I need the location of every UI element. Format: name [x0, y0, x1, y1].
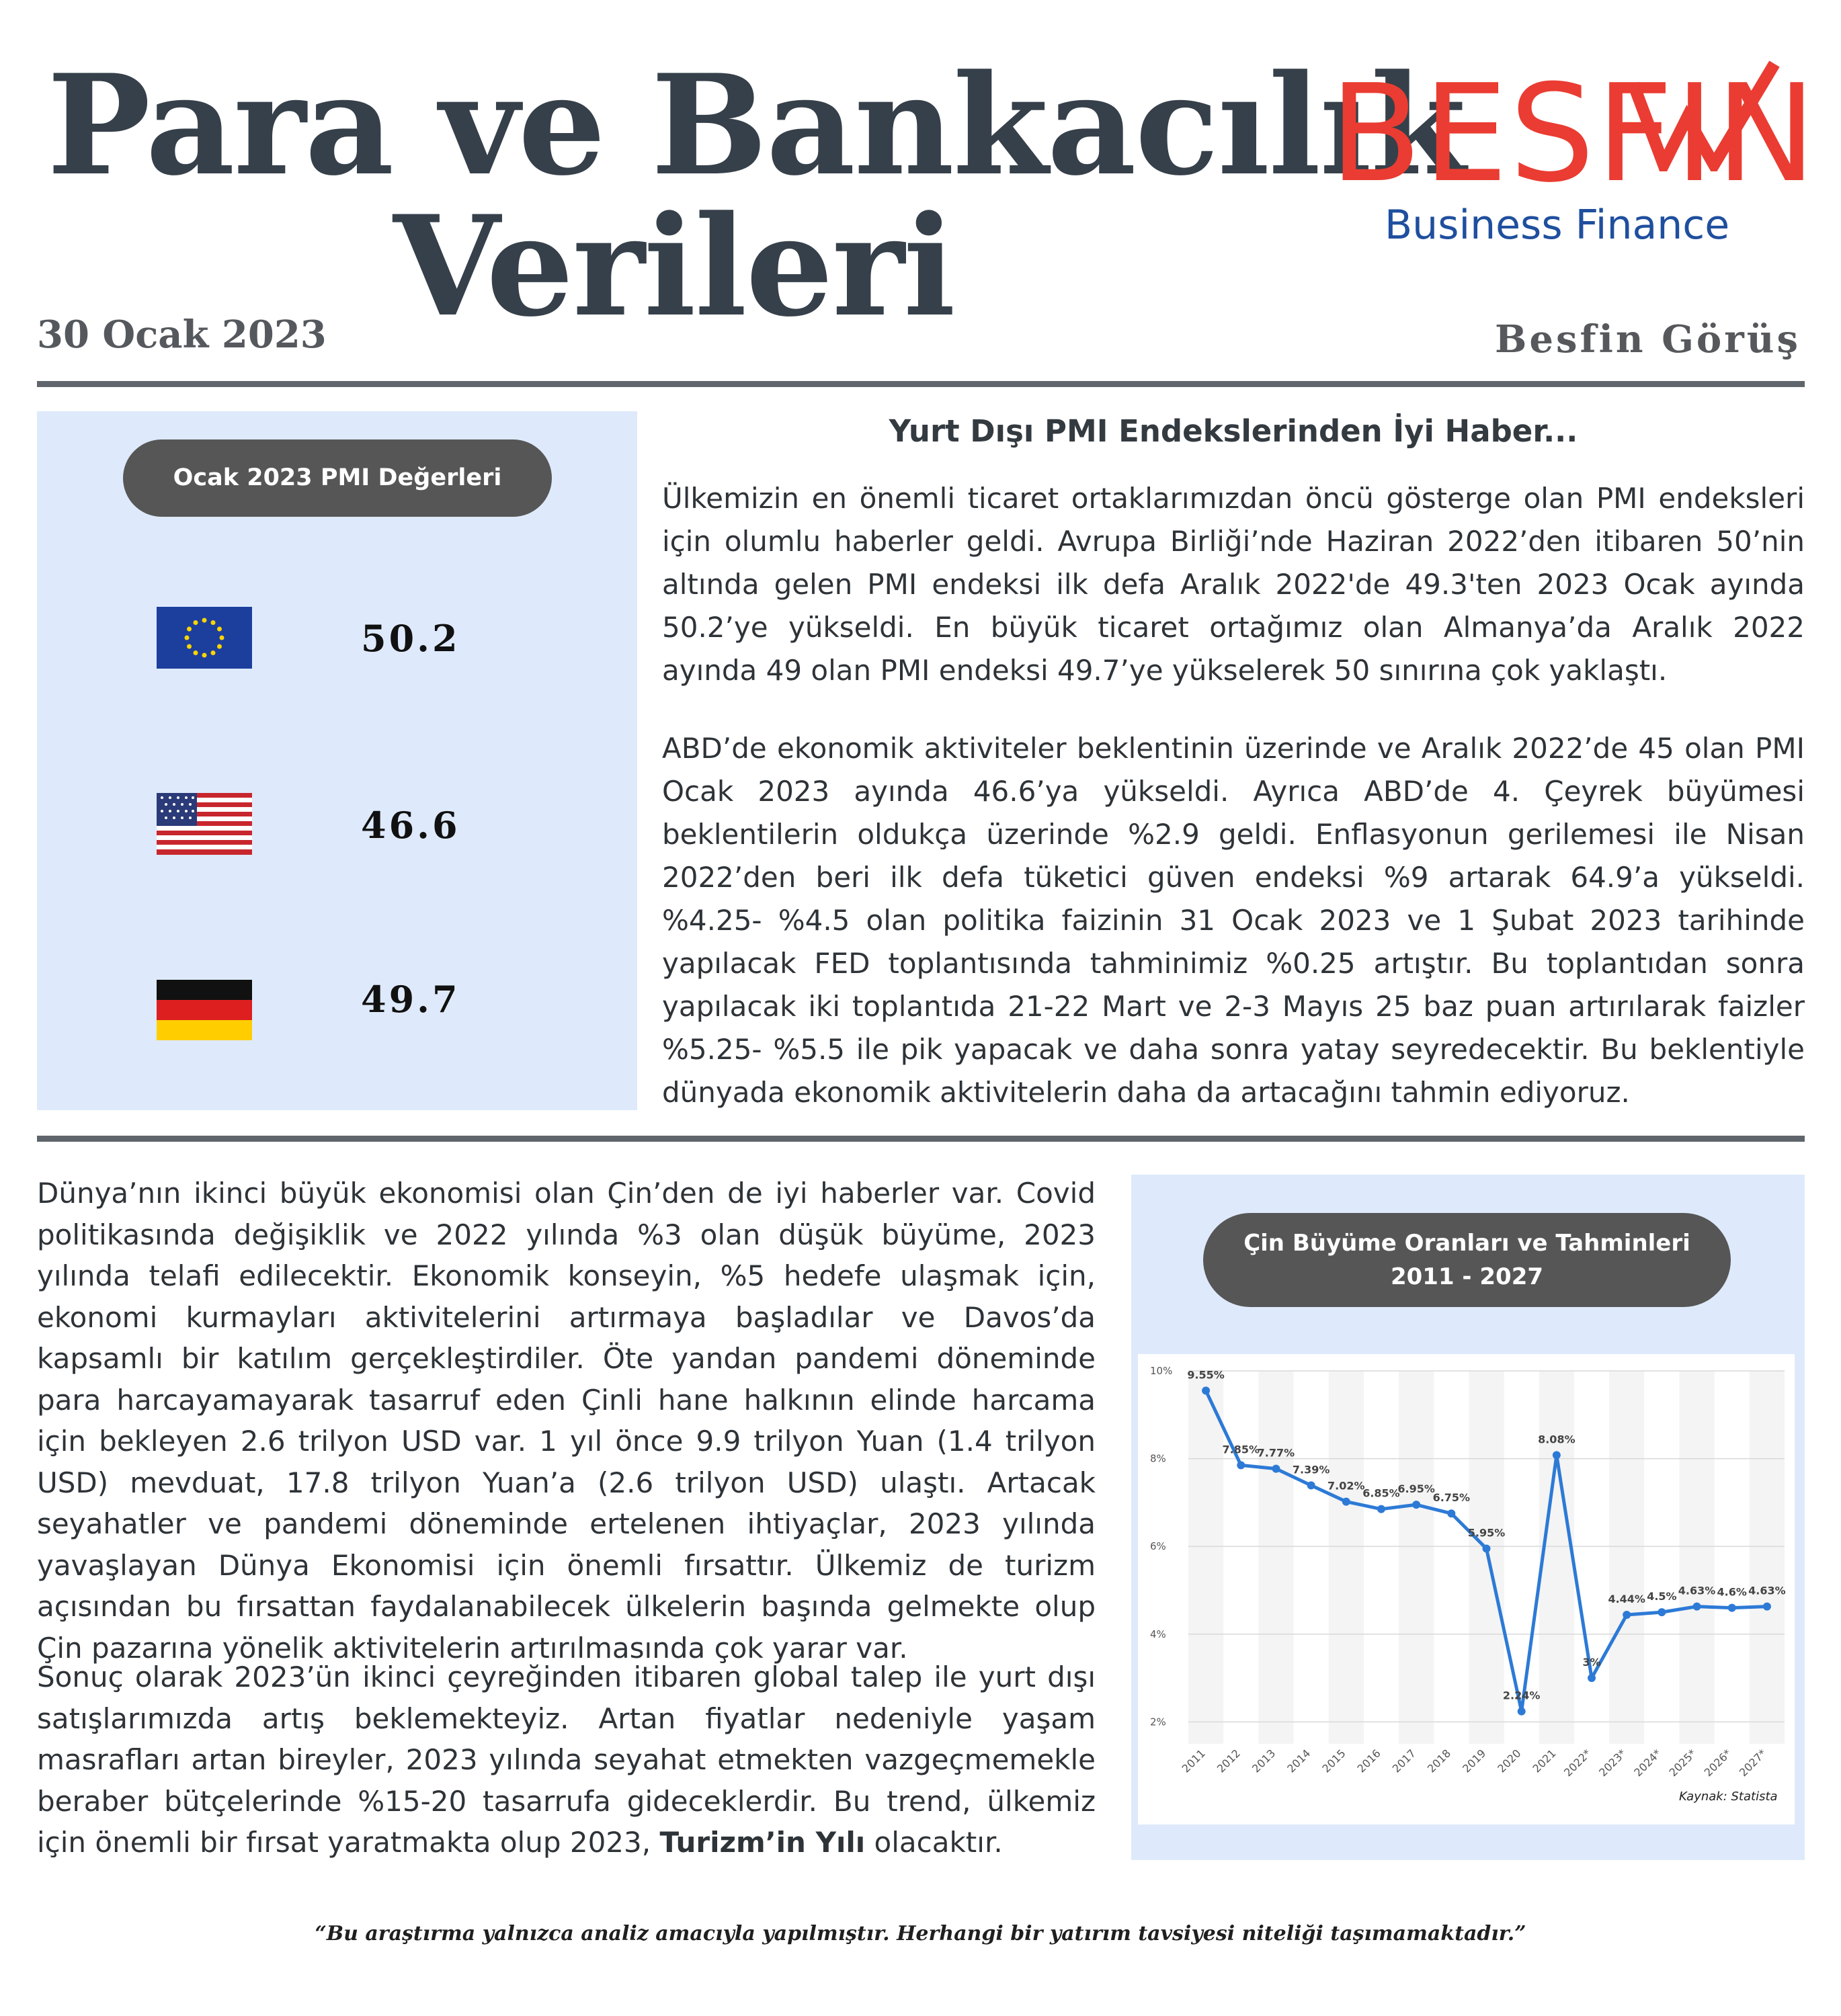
conclusion-paragraph: [37, 1656, 1096, 1863]
conclusion-text: Sonuç olarak 2023’ün ikinci çeyreğinden itibaren global talep ile yurt dışı satışlarımızda artış beklemekteyiz. Artan fiyatlar nedeniyle yaşam masrafları artan bireyler, 2023 yılında seyahat etmekten vazgeçmemekle beraber bütçelerinde %15-20 tasarrufa gideceklerdir. Bu trend, ülkemiz için önemli bir fırsat yaratmakta olup 2023,: [37, 1661, 1096, 1859]
conclusion-tail: olacaktır.: [874, 1826, 1003, 1859]
data-label: 3%: [1582, 1656, 1601, 1669]
x-tick-label: 2025*: [1666, 1747, 1699, 1779]
x-tick-label: 2020: [1495, 1747, 1524, 1775]
column-band: [1258, 1371, 1293, 1744]
pmi-value-us: 46.6: [361, 804, 460, 847]
data-label: 4.63%: [1748, 1584, 1786, 1597]
data-point: [1623, 1611, 1631, 1619]
data-point: [1377, 1505, 1385, 1513]
x-tick-label: 2013: [1250, 1747, 1278, 1775]
pmi-value-germany: 49.7: [361, 978, 460, 1021]
data-point: [1763, 1603, 1771, 1611]
x-tick-label: 2024*: [1631, 1747, 1664, 1779]
data-point: [1307, 1481, 1315, 1489]
data-point: [1202, 1386, 1210, 1394]
y-tick-label: 6%: [1150, 1540, 1166, 1553]
column-band: [1329, 1371, 1364, 1744]
x-tick-label: 2014: [1284, 1747, 1313, 1775]
conclusion-emphasis: Turizm’in Yılı: [659, 1826, 866, 1859]
data-point: [1588, 1674, 1596, 1682]
page-title-line2: Verileri: [393, 186, 954, 347]
data-label: 6.85%: [1362, 1486, 1400, 1500]
data-label: 5.95%: [1467, 1526, 1506, 1540]
data-point: [1553, 1451, 1561, 1459]
column-band: [1188, 1371, 1223, 1744]
column-band: [1609, 1371, 1644, 1744]
data-label: 4.6%: [1717, 1585, 1747, 1599]
y-tick-label: 8%: [1150, 1452, 1166, 1465]
column-band: [1679, 1371, 1714, 1744]
pmi-panel-title: Ocak 2023 PMI Değerleri: [123, 439, 552, 517]
article-paragraph-1: Ülkemizin en önemli ticaret ortaklarımızdan öncü gösterge olan PMI endeksleri için olumlu haberler geldi. Avrupa Birliği’nde Haziran 2022’den itibaren 50’nin altında gelen PMI endeksi ilk defa Aralık 2022'de 49.3'ten 2023 Ocak ayında 50.2’ye yükseldi. En büyük ticaret ortağımız olan Almanya’da Aralık 2022 ayında 49 olan PMI endeksi 49.7’ye yükselerek 50 sınırına çok yaklaştı.: [662, 482, 1805, 687]
section-divider: [37, 1136, 1805, 1142]
page-title-line1: Para ve Bankacılık: [47, 45, 1465, 206]
eu-flag-icon: [157, 607, 252, 669]
china-chart-title-line1: Çin Büyüme Oranları ve Tahminleri: [1243, 1230, 1690, 1257]
data-label: 7.77%: [1257, 1446, 1295, 1460]
article-heading: Yurt Dışı PMI Endekslerinden İyi Haber...: [889, 413, 1578, 449]
data-label: 6.75%: [1432, 1491, 1471, 1505]
x-tick-label: 2012: [1214, 1747, 1243, 1775]
article-paragraph-2: ABD’de ekonomik aktiviteler beklentinin üzerinde ve Aralık 2022’de 45 olan PMI Ocak 2023 ayında 46.6’ya yükseldi. Ayrıca ABD’de 4. Çeyrek büyümesi beklentilerin oldukça üzerinde %2.9 geldi. Enflasyonun gerilemesi ile Nisan 2022’den beri ilk defa tüketici güven endeksi %9 artarak 64.9’a yükseldi. %4.25- %4.5 olan politika faizinin 31 Ocak 2023 ve 1 Şubat 2023 tarihinde yapılacak FED toplantısında tahminimiz %0.25 artıştır. Bu toplantıdan sonra yapılacak iki toplantıda 21-22 Mart ve 2-3 Mayıs 25 baz puan artırılarak faizler %5.25- %5.5 ile pik yapacak ve daha sonra yatay seyredecektir. Bu beklentiyle dünyada ekonomik aktivitelerin daha da artacağını tahmin ediyoruz.: [662, 732, 1805, 1109]
data-point: [1518, 1708, 1526, 1716]
data-label: 7.39%: [1292, 1463, 1330, 1476]
data-point: [1728, 1604, 1736, 1612]
data-label: 8.08%: [1538, 1433, 1576, 1446]
china-growth-chart: [1138, 1354, 1795, 1824]
x-tick-label: 2016: [1354, 1747, 1383, 1775]
x-tick-label: 2027*: [1736, 1747, 1769, 1779]
data-label: 9.55%: [1187, 1368, 1225, 1382]
x-tick-label: 2017: [1389, 1747, 1418, 1775]
data-label: 4.44%: [1608, 1593, 1645, 1606]
section-label: Besfin Görüş: [1495, 317, 1801, 362]
data-point: [1483, 1544, 1491, 1552]
data-label: 4.63%: [1678, 1584, 1716, 1597]
china-paragraph-1: Dünya’nın ikinci büyük ekonomisi olan Çin’den de iyi haberler var. Covid politikasında değişiklik ve 2022 yılında %3 olan düşük büyüme, 2023 yılında telafi edilecektir. Ekonomik konseyin, %5 hedefe ulaşmak için, ekonomi kurmayları aktivitelerini artırmaya başladılar ve Davos’da kapsamlı bir katılım gerçekleştirdiler. Öte yandan pandemi döneminde para harcayamayarak tasarruf eden Çinli hane halkının elinde harcama için bekleyen 2.6 trilyon USD var. 1 yıl önce 9.9 trilyon Yuan (1.4 trilyon USD) mevduat, 17.8 trilyon Yuan’a (2.6 trilyon USD) ulaştı. Artacak seyahatler ve pandemi döneminde ertelenen ihtiyaçlar, 2023 yılında yavaşlayan Dünya Ekonomisi için önemli fırsattır. Ülkemiz de turizm açısından bu fırsattan faydalanabilecek ülkelerin başında gelmekte olup Çin pazarına yönelik aktivitelerin artırılmasında çok yarar var.: [37, 1177, 1096, 1665]
x-tick-label: 2026*: [1701, 1747, 1734, 1779]
y-tick-label: 2%: [1150, 1716, 1166, 1728]
pmi-value-eu: 50.2: [361, 617, 460, 660]
column-band: [1399, 1371, 1434, 1744]
data-point: [1272, 1465, 1280, 1473]
us-flag-icon: [157, 793, 252, 855]
data-label: 2.24%: [1502, 1689, 1541, 1702]
data-label: 7.85%: [1222, 1443, 1260, 1456]
disclaimer: “Bu araştırma yalnızca analiz amacıyla yapılmıştır. Herhangi bir yatırım tavsiyesi niteliği taşımamaktadır.”: [315, 1922, 1526, 1945]
data-label: 4.5%: [1647, 1590, 1677, 1603]
column-band: [1750, 1371, 1785, 1744]
data-point: [1412, 1501, 1420, 1509]
column-band: [1539, 1371, 1574, 1744]
column-band: [1469, 1371, 1504, 1744]
data-label: 6.95%: [1397, 1482, 1435, 1496]
logo-slash-mark: [1627, 57, 1781, 171]
x-tick-label: 2015: [1319, 1747, 1348, 1775]
y-tick-label: 10%: [1150, 1365, 1173, 1377]
chart-source: Kaynak: Statista: [1679, 1790, 1778, 1804]
report-date: 30 Ocak 2023: [37, 312, 327, 357]
data-point: [1342, 1498, 1350, 1506]
x-tick-label: 2023*: [1596, 1747, 1629, 1779]
x-tick-label: 2011: [1179, 1747, 1208, 1775]
data-label: 7.02%: [1327, 1479, 1365, 1493]
china-chart-title-line2: 2011 - 2027: [1390, 1263, 1544, 1290]
header-divider: [37, 381, 1805, 387]
china-chart-title: [1203, 1213, 1731, 1307]
y-tick-label: 4%: [1150, 1628, 1166, 1640]
logo-tagline: Business Finance: [1385, 202, 1730, 249]
x-tick-label: 2022*: [1561, 1747, 1594, 1779]
x-tick-label: 2018: [1424, 1747, 1454, 1775]
germany-flag-icon: [157, 979, 252, 1041]
x-tick-label: 2019: [1460, 1747, 1489, 1775]
x-tick-label: 2021: [1530, 1747, 1559, 1775]
besfin-logo: BESFIN: [1329, 56, 1818, 212]
data-point: [1658, 1608, 1666, 1616]
data-point: [1693, 1603, 1701, 1611]
data-point: [1447, 1509, 1455, 1517]
data-point: [1237, 1461, 1245, 1469]
